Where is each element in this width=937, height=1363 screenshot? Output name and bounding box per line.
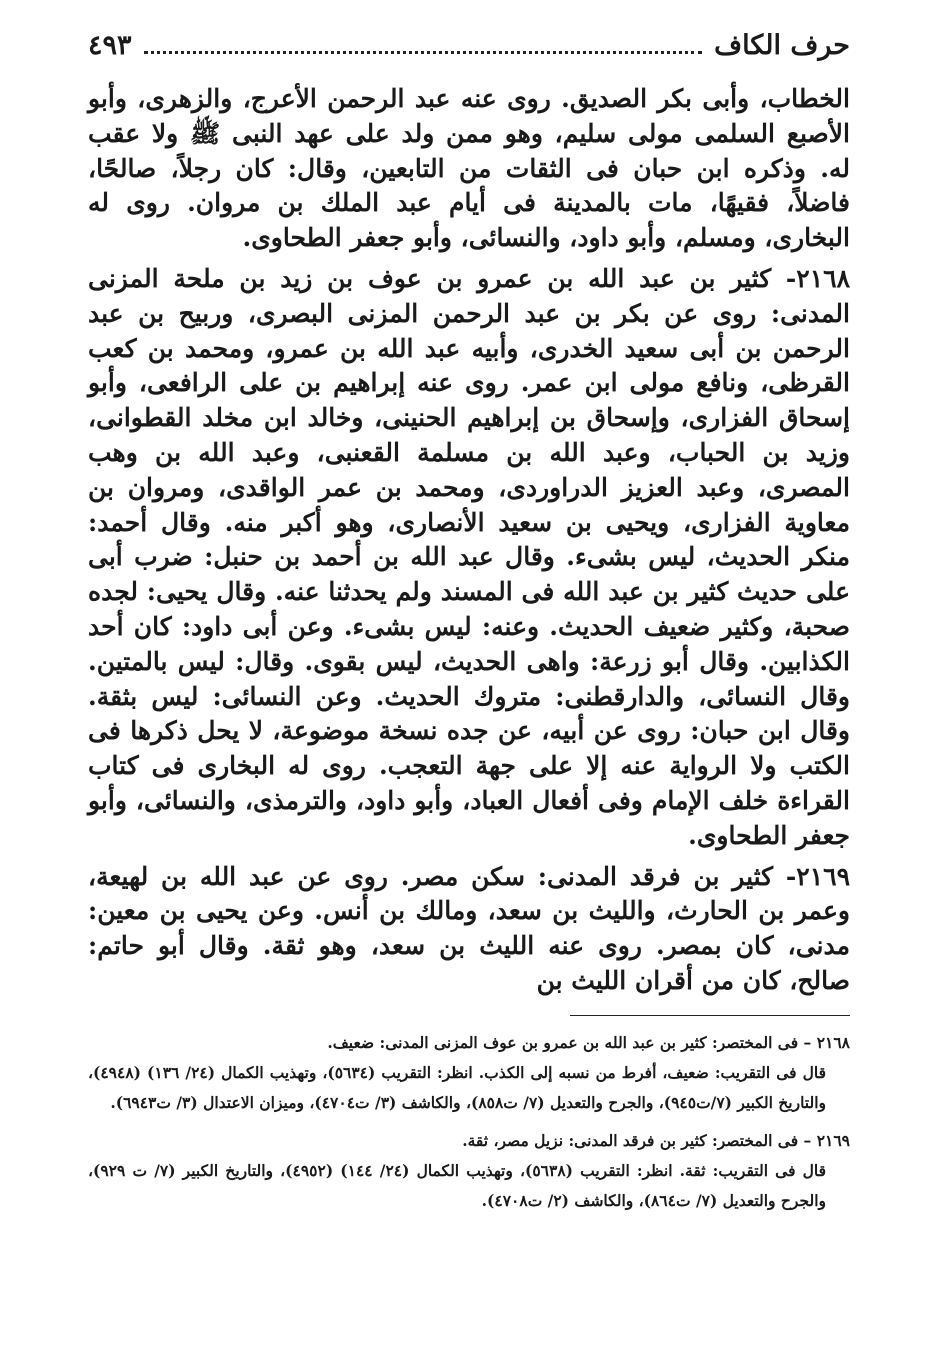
chapter-title: حرف الكاف [714,30,850,61]
page-header [88,30,850,82]
entry-2169: ٢١٦٩- كثير بن فرقد المدنى: سكن مصر. روى عن عبد الله بن لهيعة، وعمر بن الحارث، والليث بن سعد، ومالك بن أنس. وعن يحيى بن معين: مدنى، كان بمصر. روى عنه الليث بن سعد، وهو ثقة. وقال أبو حاتم: صالح، كان من أقران الليث بن [88,861,850,995]
footnote-2168-detail: قال فى التقريب: ضعيف، أفرط من نسبه إلى الكذب. انظر: التقريب (٥٦٣٤)، وتهذيب الكمال (٢٤/ ١٣٦) (٤٩٤٨)، والتاريخ الكبير (٧/ت٩٤٥)، والجرح والتعديل (٧/ ت٨٥٨)، والكاشف (٣/ ت٤٧٠٤)، وميزان الاعتدال (٣/ ت٦٩٤٣). [88,1062,826,1112]
entry-2168: ٢١٦٨- كثير بن عبد الله بن عمرو بن عوف بن زيد بن ملحة المزنى المدنى: روى عن بكر بن عبد الرحمن المزنى البصرى، وربيح بن عبد الرحمن بن أبى سعيد الخدرى، وأبيه عبد الله بن عمرو، ومحمد بن كعب القرظى، ونافع مولى ابن عمر. روى عنه إبراهيم بن على الرافعى، وأبو إسحاق الفزارى، وإسحاق بن إبراهيم الحنينى، وخالد ابن مخلد القطوانى، وزيد بن الحباب، وعبد الله بن مسلمة القعنبى، وعبد الله بن وهب المصرى، وعبد العزيز الدراوردى، ومحمد بن عمر الواقدى، ومروان بن معاوية الفزارى، ويحيى بن سعيد الأنصارى، وهو أكبر منه. وقال أحمد: منكر الحديث، ليس بشىء. وقال عبد الله بن أحمد بن حنبل: ضرب أبى على حديث كثير بن عبد الله فى المسند ولم يحدثنا عنه. وقال يحيى: لجده صحبة، وكثير ضعيف الحديث. وعنه: ليس بشىء. وعن أبى داود: كان أحد الكذابين. وقال أبو زرعة: واهى الحديث، ليس بقوى. وقال: ليس بالمتين. وقال النسائى، والدارقطنى: متروك الحديث. وعن النسائى: ليس بثقة. وقال ابن حبان: روى عن أبيه، عن جده نسخة موضوعة، لا يحل ذكرها فى الكتب ولا الرواية عنه إلا على جهة التعجب. روى له البخارى فى كتاب القراءة خلف الإمام وفى أفعال العباد، وأبو داود، والترمذى، والنسائى، وأبو جعفر الطحاوى. [88,263,850,850]
paragraph-continuation: الخطاب، وأبى بكر الصديق. روى عنه عبد الرحمن الأعرج، والزهرى، وأبو الأصبع السلمى مولى سليم، وهو ممن ولد على عهد النبى ﷺ ولا عقب له. وذكره ابن حبان فى الثقات من التابعين، وقال: كان رجلاً، صالحًا، فاضلاً، فقيهًا، مات بالمدينة فى أيام عبد الملك بن مروان. روى له البخارى، ومسلم، وأبو داود، والنسائى، وأبو جعفر الطحاوى. [88,84,850,253]
footnote-2169-detail: قال فى التقريب: ثقة. انظر: التقريب (٥٦٣٨)، وتهذيب الكمال (٢٤/ ١٤٤) (٤٩٥٢)، والتاريخ الكبير (٧/ ت ٩٢٩)، والجرح والتعديل (٧/ ت٨٦٤)، والكاشف (٢/ ت٤٧٠٨). [88,1160,827,1210]
footnote-2168-summary: ٢١٦٨ – فى المختصر: كثير بن عبد الله بن عمرو بن عوف المزنى المدنى: ضعيف. [327,1032,850,1052]
footnote-2169-summary: ٢١٦٩ – فى المختصر: كثير بن فرقد المدنى: نزيل مصر، ثقة. [462,1130,850,1150]
footnotes [88,1028,850,1216]
header-dotted-leader [144,51,703,54]
book-page [88,30,850,1216]
footnote-separator [570,1015,850,1016]
main-text [88,82,850,999]
page-number: ٤٩٣ [88,30,132,61]
